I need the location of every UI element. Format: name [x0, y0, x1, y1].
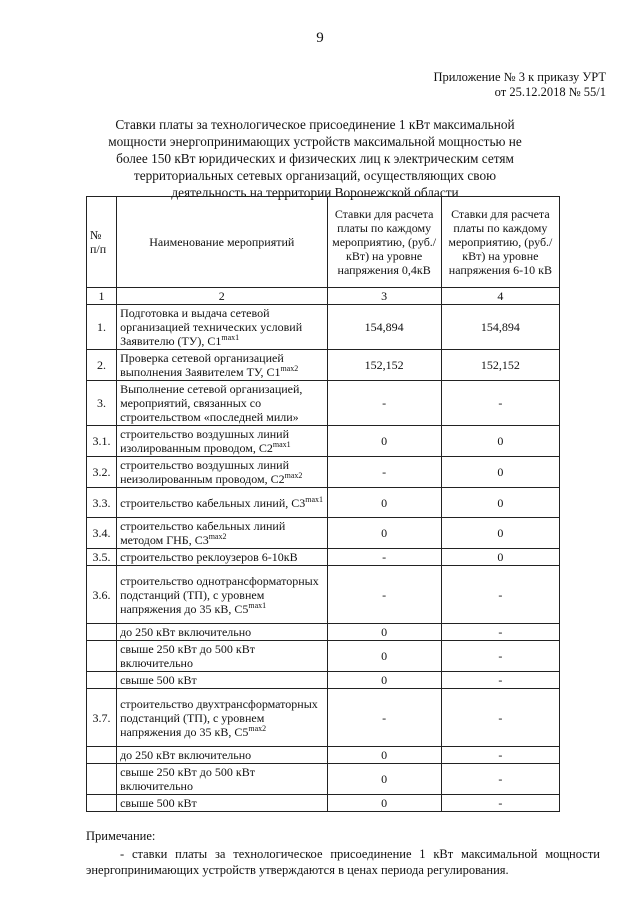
- rate-0-4kv-value: -: [327, 381, 441, 426]
- row-number: 3.6.: [87, 566, 117, 624]
- rate-0-4kv-value: 0: [327, 488, 441, 518]
- row-number: [87, 795, 117, 812]
- row-name: [117, 457, 327, 488]
- rate-0-4kv-value: 154,894: [327, 305, 441, 350]
- row-number: [87, 764, 117, 795]
- rate-0-4kv-value: -: [327, 457, 441, 488]
- header-name: Наименование мероприятий: [117, 197, 327, 288]
- row-name: [117, 624, 327, 641]
- header-rate-6-10kv: Ставки для расчета платы по каждому мероприятию, (руб./кВт) на уровне напряжения 6-10 кВ: [441, 197, 559, 288]
- row-name-text: свыше 500 кВт: [120, 673, 197, 687]
- row-number: 2.: [87, 350, 117, 381]
- appendix-reference: [433, 70, 606, 100]
- row-name: [117, 795, 327, 812]
- rate-6-10kv-value: -: [441, 672, 559, 689]
- row-name: [117, 549, 327, 566]
- row-name-superscript: max2: [284, 471, 303, 480]
- table-row: [87, 795, 560, 812]
- table-row: [87, 689, 560, 747]
- row-name: [117, 426, 327, 457]
- table-row: [87, 305, 560, 350]
- note-text: - ставки платы за технологическое присоединение 1 кВт максимальной мощности энергопринимающих устройств утверждаются в ценах периода регулирования.: [86, 847, 600, 877]
- table-row: [87, 457, 560, 488]
- table-row: [87, 764, 560, 795]
- row-name: [117, 641, 327, 672]
- table-row: [87, 488, 560, 518]
- row-number: 1.: [87, 305, 117, 350]
- row-number: 3.: [87, 381, 117, 426]
- table-row: [87, 381, 560, 426]
- row-name-text: Проверка сетевой организацией выполнения Заявителем ТУ, С1: [120, 351, 284, 379]
- rate-6-10kv-value: -: [441, 624, 559, 641]
- row-name: [117, 350, 327, 381]
- row-number: 3.1.: [87, 426, 117, 457]
- row-name-text: свыше 500 кВт: [120, 796, 197, 810]
- row-name-text: строительство воздушных линий изолированным проводом, С2: [120, 427, 289, 455]
- rate-0-4kv-value: 0: [327, 641, 441, 672]
- row-name-text: Выполнение сетевой организацией, мероприятий, связанных со строительством «последней мили»: [120, 382, 303, 424]
- rate-6-10kv-value: 154,894: [441, 305, 559, 350]
- row-name-text: свыше 250 кВт до 500 кВт включительно: [120, 765, 255, 793]
- table-row: [87, 672, 560, 689]
- row-name: [117, 747, 327, 764]
- table-row: [87, 566, 560, 624]
- row-name: [117, 518, 327, 549]
- rate-6-10kv-value: -: [441, 689, 559, 747]
- rate-0-4kv-value: 0: [327, 764, 441, 795]
- table-header-row: [87, 197, 560, 288]
- row-name-text: строительство реклоузеров 6-10кВ: [120, 550, 298, 564]
- row-name-superscript: max1: [221, 333, 240, 342]
- column-index-cell: 4: [441, 288, 559, 305]
- column-index-cell: 3: [327, 288, 441, 305]
- row-name-superscript: max2: [280, 364, 299, 373]
- rate-6-10kv-value: 0: [441, 549, 559, 566]
- rate-0-4kv-value: 0: [327, 795, 441, 812]
- row-name: [117, 689, 327, 747]
- document-title: Ставки платы за технологическое присоединение 1 кВт максимальной мощности энергопринимающих устройств максимальной мощностью не более 150 кВт юридических и физических лиц к электрическим сетям территориальных сетевых организаций, осуществляющих свою деятельность на территории Воронежской области: [108, 117, 522, 200]
- row-name-text: строительство кабельных линий методом ГНБ, С3: [120, 519, 286, 547]
- row-name-text: до 250 кВт включительно: [120, 625, 252, 639]
- rate-6-10kv-value: -: [441, 566, 559, 624]
- table-row: [87, 747, 560, 764]
- header-number: № п/п: [87, 197, 117, 288]
- rate-0-4kv-value: 0: [327, 747, 441, 764]
- row-number: [87, 624, 117, 641]
- appendix-line-1: Приложение № 3 к приказу УРТ: [433, 70, 606, 84]
- table-row: [87, 624, 560, 641]
- table-row: [87, 426, 560, 457]
- header-rate-0-4kv: Ставки для расчета платы по каждому мероприятию, (руб./кВт) на уровне напряжения 0,4кВ: [327, 197, 441, 288]
- rate-6-10kv-value: 0: [441, 488, 559, 518]
- rate-0-4kv-value: -: [327, 689, 441, 747]
- rate-0-4kv-value: 152,152: [327, 350, 441, 381]
- row-name: [117, 488, 327, 518]
- rate-0-4kv-value: 0: [327, 624, 441, 641]
- page-number: 9: [316, 30, 324, 46]
- row-number: 3.7.: [87, 689, 117, 747]
- row-name: [117, 381, 327, 426]
- rate-6-10kv-value: -: [441, 381, 559, 426]
- table-row: [87, 350, 560, 381]
- rate-6-10kv-value: 0: [441, 426, 559, 457]
- table-row: [87, 549, 560, 566]
- row-name: [117, 305, 327, 350]
- rate-0-4kv-value: 0: [327, 518, 441, 549]
- row-number: 3.3.: [87, 488, 117, 518]
- rate-6-10kv-value: -: [441, 795, 559, 812]
- row-name-text: Подготовка и выдача сетевой организацией технических условий Заявителю (ТУ), С1: [120, 306, 303, 348]
- rate-6-10kv-value: -: [441, 641, 559, 672]
- row-number: [87, 672, 117, 689]
- rate-6-10kv-value: -: [441, 747, 559, 764]
- row-name: [117, 672, 327, 689]
- row-name-text: строительство воздушных линий неизолированным проводом, С2: [120, 458, 289, 486]
- table-row: [87, 641, 560, 672]
- row-number: 3.4.: [87, 518, 117, 549]
- rate-6-10kv-value: 0: [441, 518, 559, 549]
- rate-0-4kv-value: -: [327, 549, 441, 566]
- rate-0-4kv-value: -: [327, 566, 441, 624]
- rates-table: [86, 196, 560, 812]
- row-name-text: строительство однотрансформаторных подстанций (ТП), с уровнем напряжения до 35 кВ, С5: [120, 573, 319, 616]
- row-name-text: свыше 250 кВт до 500 кВт включительно: [120, 642, 255, 670]
- row-name-text: строительство двухтрансформаторных подстанций (ТП), с уровнем напряжения до 35 кВ, С5: [120, 696, 318, 739]
- row-name-superscript: max2: [248, 723, 267, 733]
- table-row: [87, 518, 560, 549]
- row-name: [117, 764, 327, 795]
- rate-6-10kv-value: 152,152: [441, 350, 559, 381]
- row-name-superscript: max2: [208, 532, 227, 541]
- row-name-text: до 250 кВт включительно: [120, 748, 252, 762]
- row-number: 3.2.: [87, 457, 117, 488]
- rate-6-10kv-value: 0: [441, 457, 559, 488]
- row-name-superscript: max1: [305, 494, 324, 504]
- rate-0-4kv-value: 0: [327, 672, 441, 689]
- rate-6-10kv-value: -: [441, 764, 559, 795]
- row-number: [87, 747, 117, 764]
- row-name-superscript: max1: [248, 600, 267, 610]
- row-name-superscript: max1: [272, 440, 291, 449]
- row-name: [117, 566, 327, 624]
- row-number: 3.5.: [87, 549, 117, 566]
- row-name-text: строительство кабельных линий, С3: [120, 495, 306, 510]
- column-index-cell: 2: [117, 288, 327, 305]
- appendix-line-2: от 25.12.2018 № 55/1: [494, 85, 606, 99]
- row-number: [87, 641, 117, 672]
- note-title: Примечание:: [86, 829, 156, 843]
- rate-0-4kv-value: 0: [327, 426, 441, 457]
- table-body: [87, 305, 560, 812]
- column-index-row: [87, 288, 560, 305]
- column-index-cell: 1: [87, 288, 117, 305]
